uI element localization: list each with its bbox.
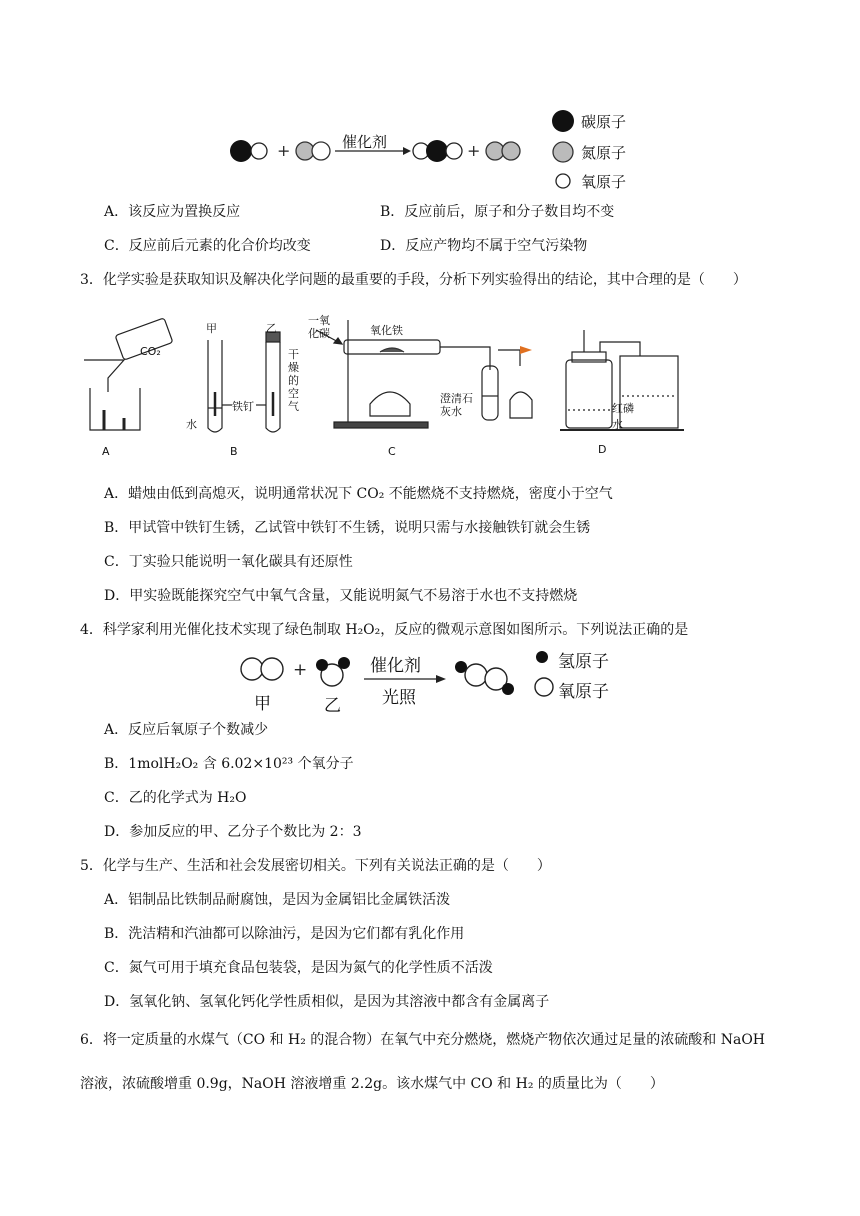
nitrogen-atom-icon xyxy=(296,142,314,160)
label-jia: 甲 xyxy=(206,322,217,335)
catalyst-label: 催化剂 xyxy=(370,656,421,676)
carbon-atom-icon xyxy=(230,140,252,162)
oxygen-atom-icon xyxy=(251,143,267,159)
legend-carbon: 碳原子 xyxy=(581,113,627,131)
q5-option-d[interactable]: D．氢氧化钠、氢氧化钙化学性质相似，是因为其溶液中都含有金属离子 xyxy=(104,994,550,1010)
q4-option-b[interactable]: B．1molH₂O₂ 含 6.02×10²³ 个氧分子 xyxy=(104,756,354,772)
q3-apparatus-figure xyxy=(80,300,700,465)
label-jia: 甲 xyxy=(254,694,271,714)
co2-label: CO₂ xyxy=(140,345,161,358)
q2-reaction-figure xyxy=(225,105,645,195)
label-yi: 乙 xyxy=(266,322,277,335)
label-nail: 铁钉 xyxy=(232,400,254,413)
apparatus-b xyxy=(208,332,280,432)
svg-text:+: + xyxy=(293,660,308,680)
apparatus-c xyxy=(316,320,532,428)
q3-option-c[interactable]: C．丁实验只能说明一氧化碳具有还原性 xyxy=(104,554,353,570)
q3-option-a[interactable]: A．蜡烛由低到高熄灭，说明通常状况下 CO₂ 不能燃烧不支持燃烧，密度小于空气 xyxy=(104,486,613,502)
fig-label-c: C xyxy=(388,445,396,458)
q4-reaction-figure xyxy=(236,645,636,715)
q5-option-c[interactable]: C．氮气可用于填充食品包装袋，是因为氮气的化学性质不活泼 xyxy=(104,960,493,976)
label-red-p: 红磷 xyxy=(612,402,634,415)
q5-option-a[interactable]: A．铝制品比铁制品耐腐蚀，是因为金属铝比金属铁活泼 xyxy=(104,892,451,908)
q6-stem-line1: 6．将一定质量的水煤气（CO 和 H₂ 的混合物）在氧气中充分燃烧，燃烧产物依次通过足量的浓硫酸和 NaOH xyxy=(80,1032,765,1048)
label-limewater: 澄清石灰水 xyxy=(440,392,473,418)
legend-nitrogen: 氮原子 xyxy=(581,144,627,162)
fig-label-d: D xyxy=(598,443,607,456)
label-co: 一氧化碳 xyxy=(308,314,330,340)
label-dry-air: 干燥的空气 xyxy=(288,348,299,413)
apparatus-a xyxy=(84,318,173,430)
legend-oxygen: 氧原子 xyxy=(558,682,609,702)
q5-option-b[interactable]: B．洗洁精和汽油都可以除油污，是因为它们都有乳化作用 xyxy=(104,926,465,942)
catalyst-label: 催化剂 xyxy=(342,133,388,151)
q4-option-c[interactable]: C．乙的化学式为 H₂O xyxy=(104,790,247,806)
q5-stem: 5．化学与生产、生活和社会发展密切相关。下列有关说法正确的是（ ） xyxy=(80,858,551,874)
q4-stem: 4．科学家利用光催化技术实现了绿色制取 H₂O₂，反应的微观示意图如图所示。下列说法正确的是 xyxy=(80,622,689,638)
legend-oxygen: 氧原子 xyxy=(581,173,627,191)
svg-text:+: + xyxy=(277,141,291,160)
light-label: 光照 xyxy=(382,688,416,708)
label-iron-oxide: 氧化铁 xyxy=(370,324,403,337)
oxygen-atom-icon xyxy=(312,142,330,160)
q3-stem: 3．化学实验是获取知识及解决化学问题的最重要的手段，分析下列实验得出的结论，其中合理的是（ ） xyxy=(80,272,747,288)
fig-label-a: A xyxy=(102,445,110,458)
q2-option-c[interactable]: C．反应前后元素的化合价均改变 xyxy=(104,238,311,254)
label-water: 水 xyxy=(186,418,197,431)
svg-text:+: + xyxy=(467,141,481,160)
q4-option-d[interactable]: D．参加反应的甲、乙分子个数比为 2：3 xyxy=(104,824,362,840)
label-water2: 水 xyxy=(612,418,623,431)
q4-option-a[interactable]: A．反应后氧原子个数减少 xyxy=(104,722,269,738)
label-yi: 乙 xyxy=(324,696,341,716)
legend-hydrogen: 氢原子 xyxy=(558,652,609,672)
q6-stem-line2: 溶液，浓硫酸增重 0.9g，NaOH 溶液增重 2.2g。该水煤气中 CO 和 H₂ 的质量比为（ ） xyxy=(80,1076,664,1092)
q2-option-b[interactable]: B．反应前后，原子和分子数目均不变 xyxy=(380,204,615,220)
q2-option-d[interactable]: D．反应产物均不属于空气污染物 xyxy=(380,238,588,254)
q3-option-b[interactable]: B．甲试管中铁钉生锈，乙试管中铁钉不生锈，说明只需与水接触铁钉就会生锈 xyxy=(104,520,591,536)
fig-label-b: B xyxy=(230,445,238,458)
q2-option-a[interactable]: A．该反应为置换反应 xyxy=(104,204,241,220)
q3-option-d[interactable]: D．甲实验既能探究空气中氧气含量，又能说明氮气不易溶于水也不支持燃烧 xyxy=(104,588,578,604)
